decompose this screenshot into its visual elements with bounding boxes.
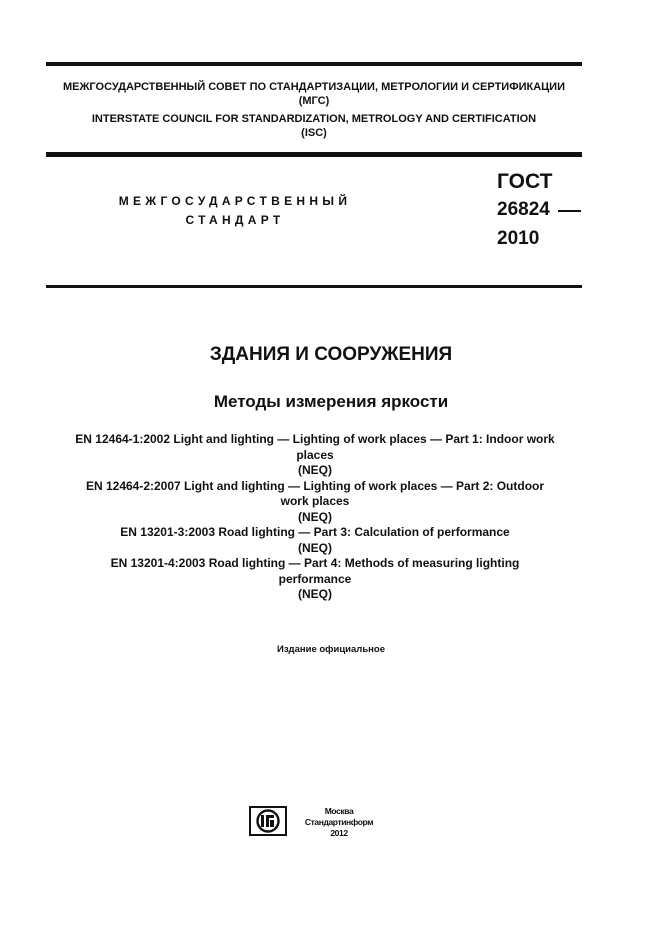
council-ru [46,80,582,108]
edition-note: Издание официальное [277,644,385,655]
middle-rule [46,152,582,157]
publisher-city: Москва [324,806,354,816]
reference-line: (NEQ) [298,540,332,555]
reference-line: EN 13201-3:2003 Road lighting — Part 3: Calculation of performance [120,525,510,539]
document-subtitle: Методы измерения яркости [213,392,449,411]
top-rule [46,62,582,66]
reference-line: EN 13201-4:2003 Road lighting — Part 4: Methods of measuring lighting [110,556,520,570]
gost-dash [558,210,581,212]
standartinform-logo-icon [249,806,287,836]
council-en-abbr: (ISC) [301,127,327,139]
council-en [46,112,582,140]
reference-line: performance [278,571,352,586]
reference-line: (NEQ) [298,463,332,477]
document-title: ЗДАНИЯ И СООРУЖЕНИЯ [209,344,453,365]
council-ru-abbr: (МГС) [298,95,330,107]
reference-line: places [296,447,334,462]
lower-rule [46,285,582,288]
council-en-line: INTERSTATE COUNCIL FOR STANDARDIZATION, METROLOGY AND CERTIFICATION [91,113,537,125]
reference-line: EN 12464-2:2007 Light and lighting — Lighting of work places — Part 2: Outdoor [85,478,545,493]
publisher-block [288,806,390,839]
publisher-year: 2012 [330,828,348,838]
reference-line: EN 12464-1:2002 Light and lighting — Lighting of work places — Part 1: Indoor work [75,432,555,446]
references-block [40,432,590,603]
reference-line: (NEQ) [298,587,332,601]
gost-number: 26824 [497,199,550,220]
council-ru-line: МЕЖГОСУДАРСТВЕННЫЙ СОВЕТ ПО СТАНДАРТИЗАЦИИ, МЕТРОЛОГИИ И СЕРТИФИКАЦИИ [62,81,565,93]
standard-label-line1: МЕЖГОСУДАРСТВЕННЫЙ [118,194,352,208]
reference-line: work places [280,494,350,508]
publisher-name: Стандартинформ [304,817,374,827]
standard-label-line2: СТАНДАРТ [185,213,285,227]
gost-year: 2010 [497,228,540,249]
reference-line: (NEQ) [298,509,332,524]
gost-prefix: ГОСТ [497,170,553,193]
